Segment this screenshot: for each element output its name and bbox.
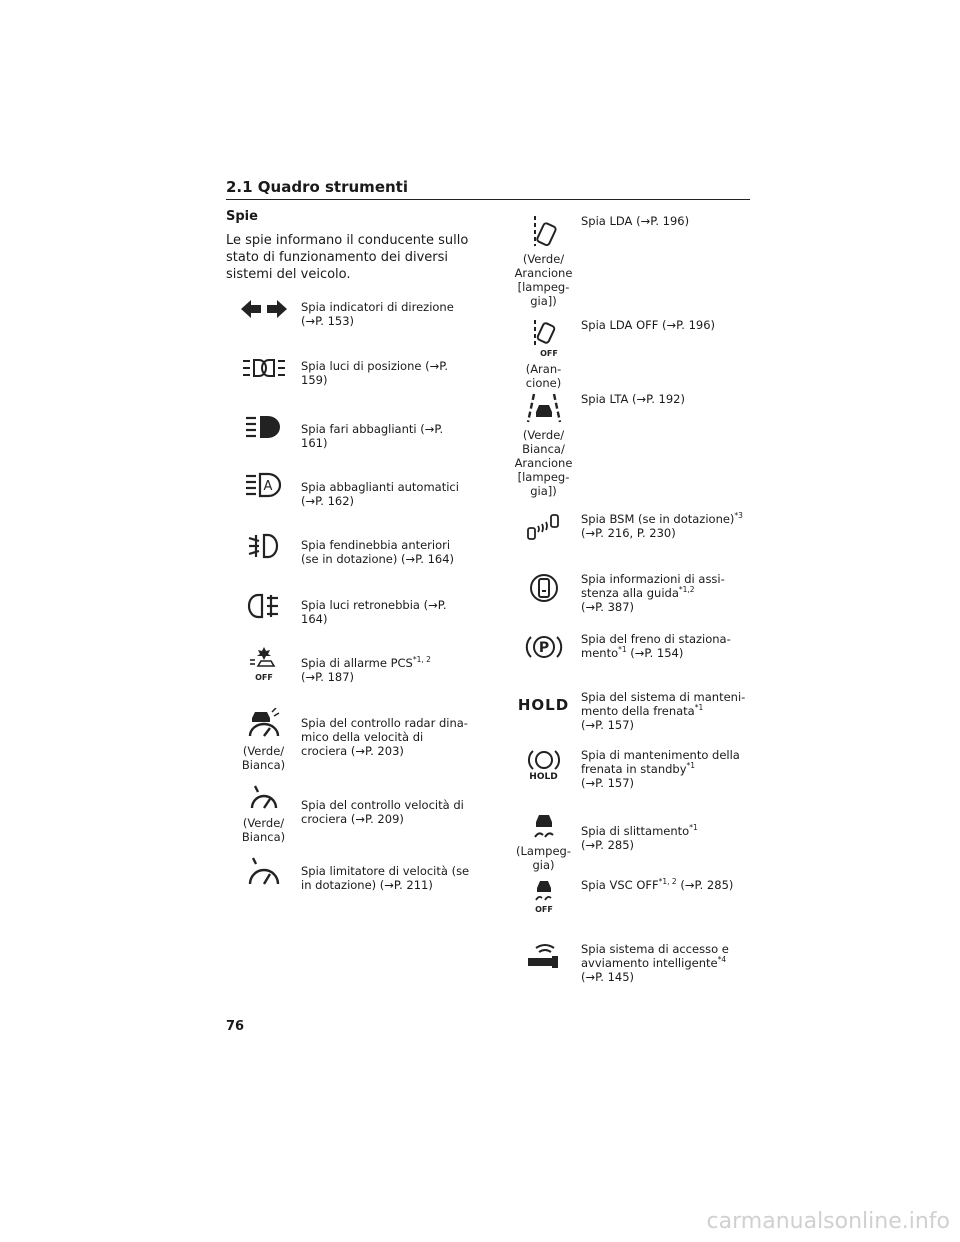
section-divider bbox=[226, 199, 750, 200]
footnote-ref: *1,2 bbox=[678, 585, 695, 595]
footnote-ref: *1, 2 bbox=[658, 877, 677, 887]
icon-column bbox=[506, 810, 581, 872]
slip-icon bbox=[529, 810, 559, 840]
front-fog-icon bbox=[226, 532, 301, 560]
lda-off-icon bbox=[529, 318, 559, 358]
color-note: (Verde/ Arancione [lampeg- gia]) bbox=[514, 252, 573, 308]
description-text: Spia del sistema di manteni- mento della frenata bbox=[581, 690, 746, 718]
lta-icon bbox=[524, 392, 564, 424]
indicator-row bbox=[506, 940, 756, 984]
indicator-description: Spia LDA (→P. 196) bbox=[581, 214, 690, 228]
indicator-description: Spia LDA OFF (→P. 196) bbox=[581, 318, 716, 332]
description-text: Spia di mantenimento della frenata in standby bbox=[581, 748, 740, 776]
subtitle: Spie bbox=[226, 209, 258, 224]
indicator-row bbox=[226, 532, 476, 566]
indicator-row bbox=[226, 357, 476, 387]
svg-text:A: A bbox=[263, 479, 272, 494]
indicator-description: Spia luci retronebbia (→P. 164) bbox=[301, 598, 447, 626]
indicator-description: Spia fendinebbia anteriori (se in dotazione) (→P. 164) bbox=[301, 538, 455, 566]
footnote-ref: *1 bbox=[618, 645, 627, 655]
svg-text:OFF: OFF bbox=[539, 349, 558, 358]
description-text: Spia VSC OFF bbox=[581, 878, 659, 892]
icon-column bbox=[226, 784, 301, 844]
smart-entry-icon bbox=[506, 940, 581, 970]
driving-assist-icon bbox=[506, 572, 581, 604]
auto-high-beam-icon bbox=[226, 472, 301, 498]
indicator-row bbox=[506, 632, 756, 662]
description-text: Spia di slittamento bbox=[581, 824, 690, 838]
indicator-description bbox=[581, 632, 751, 660]
page-reference: (→P. 285) bbox=[581, 838, 635, 852]
color-note: (Verde/ Bianca/ Arancione [lampeg- gia]) bbox=[514, 428, 573, 498]
position-lights-icon bbox=[226, 357, 301, 379]
svg-text:OFF: OFF bbox=[254, 673, 273, 682]
indicator-row bbox=[506, 214, 756, 308]
icon-column bbox=[506, 318, 581, 390]
color-note: (Verde/ Bianca) bbox=[241, 744, 286, 772]
page-reference: (→P. 187) bbox=[301, 670, 355, 684]
indicator-row bbox=[226, 592, 476, 626]
page-reference: (→P. 285) bbox=[676, 878, 734, 892]
color-note: (Verde/ Bianca) bbox=[241, 816, 286, 844]
indicator-description bbox=[301, 646, 471, 684]
footnote-ref: *1 bbox=[689, 823, 698, 833]
description-text: Spia sistema di accesso e avviamento intelligente bbox=[581, 942, 729, 970]
description-text: Spia informazioni di assi- stenza alla guida bbox=[581, 572, 725, 600]
icon-column bbox=[506, 392, 581, 498]
indicator-description bbox=[581, 690, 751, 732]
svg-text:OFF: OFF bbox=[534, 905, 553, 914]
indicator-row bbox=[226, 414, 476, 450]
indicator-row bbox=[506, 810, 756, 872]
intro-text: Le spie informano il conducente sullo stato di funzionamento dei diversi sistemi del veicolo. bbox=[226, 233, 469, 282]
indicator-description: Spia luci di posizione (→P. 159) bbox=[301, 359, 449, 387]
page-reference: (→P. 157) bbox=[581, 776, 635, 790]
parking-brake-icon bbox=[506, 632, 581, 662]
brake-hold-icon bbox=[506, 690, 581, 714]
cruise-icon bbox=[249, 784, 279, 812]
indicator-description: Spia del controllo velocità di crociera (→P. 209) bbox=[301, 798, 464, 826]
indicator-description: Spia abbaglianti automatici (→P. 162) bbox=[301, 480, 459, 508]
indicator-description bbox=[581, 748, 751, 790]
hold-label: HOLD bbox=[517, 696, 570, 714]
indicator-row bbox=[226, 472, 476, 508]
color-note: (Lampeg- gia) bbox=[516, 844, 571, 872]
indicator-description bbox=[581, 878, 751, 892]
indicator-row bbox=[506, 392, 756, 498]
indicator-description: Spia del controllo radar dina- mico della velocità di crociera (→P. 203) bbox=[301, 716, 468, 758]
color-note: (Aran- cione) bbox=[525, 362, 562, 390]
page-reference: (→P. 145) bbox=[581, 970, 635, 984]
bsm-icon bbox=[506, 512, 581, 542]
indicator-row bbox=[506, 878, 756, 914]
icon-column bbox=[226, 708, 301, 772]
vsc-off-icon bbox=[506, 878, 581, 914]
page-reference: (→P. 216, P. 230) bbox=[581, 526, 676, 540]
footnote-ref: *4 bbox=[717, 955, 727, 965]
indicator-description: Spia LTA (→P. 192) bbox=[581, 392, 685, 406]
footnote-ref: *1, 2 bbox=[412, 655, 431, 665]
indicator-description bbox=[581, 810, 751, 852]
page-reference: (→P. 154) bbox=[626, 646, 684, 660]
indicator-description bbox=[581, 940, 751, 984]
description-text: Spia BSM (se in dotazione) bbox=[581, 512, 735, 526]
indicator-row bbox=[226, 784, 476, 844]
brake-hold-standby-icon bbox=[506, 748, 581, 782]
radar-cruise-icon bbox=[246, 708, 282, 740]
indicator-description: Spia indicatori di direzione (→P. 153) bbox=[301, 300, 454, 328]
indicator-description: Spia limitatore di velocità (se in dotazione) (→P. 211) bbox=[301, 864, 470, 892]
indicator-row bbox=[506, 690, 756, 732]
rear-fog-icon bbox=[226, 592, 301, 620]
icon-column bbox=[506, 214, 581, 308]
indicator-row bbox=[226, 708, 476, 772]
indicator-row bbox=[226, 298, 476, 328]
page-reference: (→P. 387) bbox=[581, 600, 635, 614]
indicator-description bbox=[581, 572, 751, 614]
pcs-off-icon bbox=[226, 646, 301, 682]
speed-limiter-icon bbox=[226, 856, 301, 888]
indicator-description: Spia fari abbaglianti (→P. 161) bbox=[301, 422, 444, 450]
section-title: 2.1 Quadro strumenti bbox=[226, 178, 408, 196]
description-text: Spia di allarme PCS bbox=[301, 656, 413, 670]
hold-label: HOLD bbox=[529, 772, 558, 782]
indicator-row bbox=[506, 318, 756, 390]
page-number: 76 bbox=[226, 1019, 245, 1034]
indicator-row bbox=[226, 856, 476, 892]
footnote-ref: *1 bbox=[686, 761, 696, 771]
indicator-row bbox=[506, 572, 756, 614]
svg-text:P: P bbox=[538, 640, 549, 656]
indicator-row bbox=[226, 646, 476, 684]
page-reference: (→P. 157) bbox=[581, 718, 635, 732]
watermark: carmanualsonline.info bbox=[706, 1209, 950, 1234]
indicator-row bbox=[506, 512, 756, 542]
description-text: Spia del freno di staziona- mento bbox=[581, 632, 731, 660]
footnote-ref: *1 bbox=[694, 703, 704, 713]
high-beam-icon bbox=[226, 414, 301, 440]
footnote-ref: *3 bbox=[734, 511, 743, 521]
indicator-row bbox=[506, 748, 756, 790]
indicator-description bbox=[581, 512, 751, 540]
turn-signal-icon bbox=[226, 298, 301, 320]
lda-icon bbox=[529, 214, 559, 248]
